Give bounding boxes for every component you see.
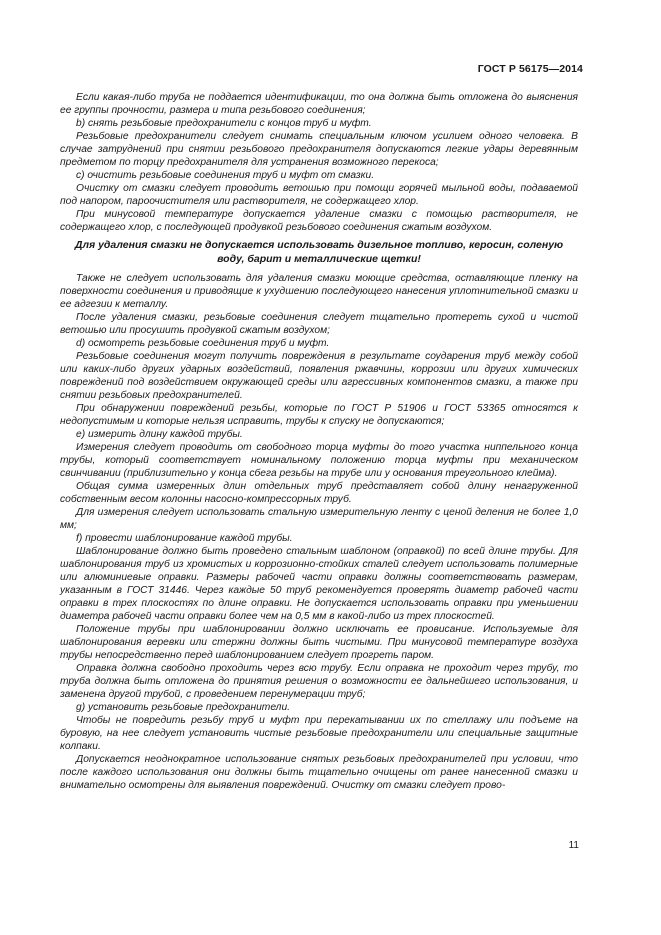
paragraph: При минусовой температуре допускается удаление смазки с помощью растворителя, не содержащего хлор, с последующей продувкой резьбового соединения сжатым воздухом. [60,209,578,233]
paragraph: Оправка должна свободно проходить через всю трубу. Если оправка не проходит через трубу, то труба должна быть отложена до принятия решения о возможности ее дальнейшего использования, и заменена другой трубой, с проведением перенумерации труб; [60,663,578,700]
paragraph: Также не следует использовать для удаления смазки моющие средства, оставляющие пленку на поверхности соединения и приводящие к ухудшению последующего нанесения уплотнительной смазки и ее адгезии к металлу. [60,273,578,310]
paragraph: Положение трубы при шаблонировании должно исключать ее провисание. Используемые для шаблонирования веревки или стержни должны быть чистыми. При минусовой температуре воздуха трубы непосредственно перед шаблонированием следует прогреть паром. [60,624,578,661]
list-item-d: d) осмотреть резьбовые соединения труб и муфт. [76,338,330,349]
paragraph: Измерения следует проводить от свободного торца муфты до того участка ниппельного конца трубы, который соответствует номинальному положению торца муфты при механическом свинчивании (приблизительно у конца сбега резьбы на трубе или у основания треугольного клейма). [60,442,578,479]
document-header: ГОСТ Р 56175—2014 [477,63,583,75]
paragraph: Очистку от смазки следует проводить ветошью при помощи горячей мыльной воды, подаваемой под напором, пароочистителя или растворителя, не содержащего хлор. [60,183,578,207]
paragraph: Резьбовые соединения могут получить повреждения в результате соударения труб между собой или каких-либо других ударных воздействий, появления ржавчины, коррозии или других химических повреждений под воздействием окружающей среды или агрессивных компонентов смазки, а также при снятии резьбовых предохранителей. [60,351,578,401]
paragraph: Если какая-либо труба не поддается идентификации, то она должна быть отложена до выяснения ее группы прочности, размера и типа резьбового соединения; [60,92,578,116]
paragraph: Допускается неоднократное использование снятых резьбовых предохранителей при условии, что после каждого использования они должны быть тщательно очищены от ранее нанесенной смазки и внимательно осмотрены для выявления повреждений. Очистку от смазки следует прово- [60,754,578,791]
list-item-g: g) установить резьбовые предохранители. [76,702,291,713]
document-body [60,91,578,792]
page-number: 11 [568,840,579,851]
paragraph: Резьбовые предохранители следует снимать специальным ключом усилием одного человека. В случае затруднений при снятии резьбового предохранителя допускаются легкие удары деревянным предметом по торцу предохранителя для устранения возможного перекоса; [60,131,578,168]
paragraph: После удаления смазки, резьбовые соединения следует тщательно протереть сухой и чистой ветошью или просушить продувкой сжатым воздухом; [60,312,578,336]
warning-notice: Для удаления смазки не допускается использовать дизельное топливо, керосин, соленую воду, барит и металлические щетки! [74,239,564,265]
list-item-c: c) очистить резьбовые соединения труб и муфт от смазки. [76,170,375,181]
paragraph: Общая сумма измеренных длин отдельных труб представляет собой длину ненагруженной собственным весом колонны насосно-компрессорных труб. [60,481,578,505]
list-item-b: b) снять резьбовые предохранители с концов труб и муфт. [76,118,372,129]
paragraph: При обнаружении повреждений резьбы, которые по ГОСТ Р 51906 и ГОСТ 53365 относятся к недопустимым и которые нельзя исправить, трубы к спуску не допускаются; [60,403,578,427]
list-item-e: e) измерить длину каждой трубы. [76,429,243,440]
paragraph: Чтобы не повредить резьбу труб и муфт при перекатывании их по стеллажу или подъеме на буровую, на нее следует установить чистые резьбовые предохранители или специальные защитные колпаки. [60,715,578,752]
paragraph: Для измерения следует использовать стальную измерительную ленту с ценой деления не более 1,0 мм; [60,507,578,531]
list-item-f: f) провести шаблонирование каждой трубы. [76,533,293,544]
paragraph: Шаблонирование должно быть проведено стальным шаблоном (оправкой) по всей длине трубы. Для шаблонирования труб из хромистых и коррозионно-стойких сталей следует использовать полимерные или алюминиевые оправки. Размеры рабочей части оправки должны соответствовать размерам, указанным в ГОСТ 31446. Через каждые 50 труб рекомендуется проверять диаметр рабочей части оправки в трех плоскостях по длине оправки. Не допускается использовать оправки при уменьшении диаметра рабочей части оправки более чем на 0,5 мм в какой-либо из трех плоскостей. [60,546,578,622]
